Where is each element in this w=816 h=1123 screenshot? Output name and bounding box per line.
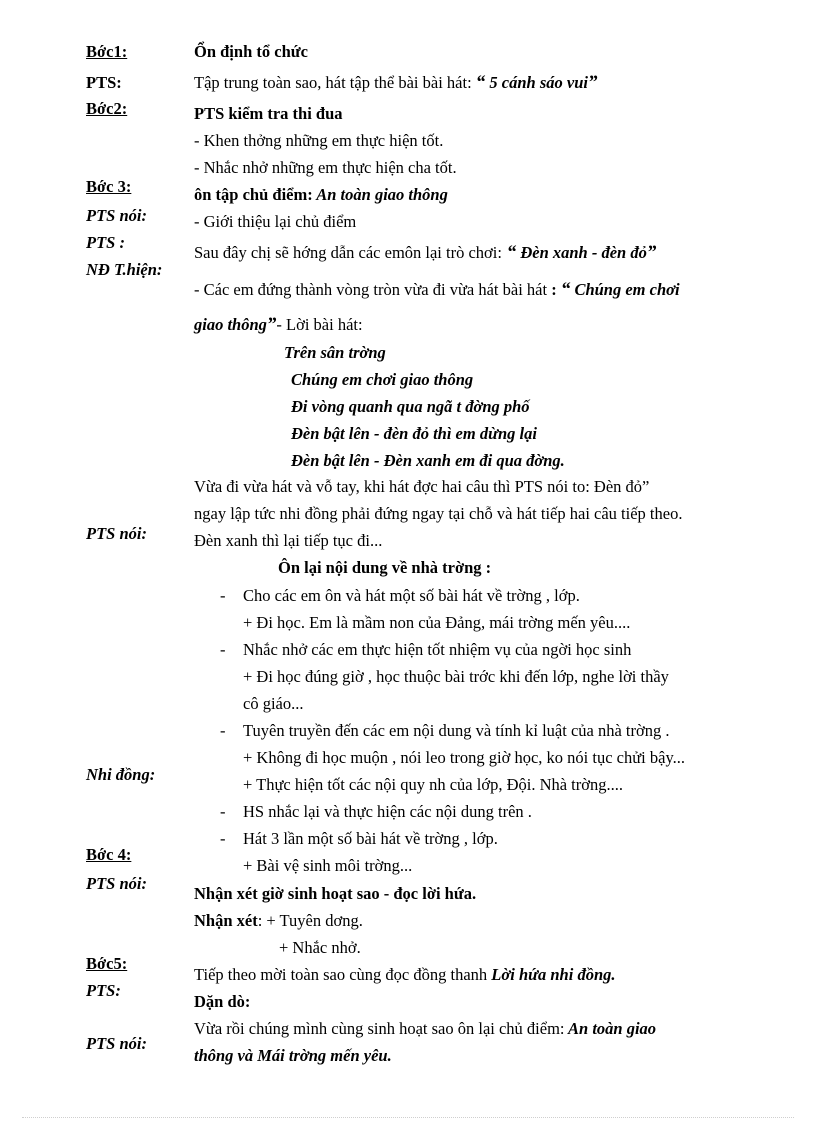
bullet-dash: - [220, 802, 226, 821]
label-pts-noi: PTS nói: [86, 206, 147, 225]
step1-title: Ổn định tổ chức [194, 42, 308, 61]
list-subitem: cô giáo... [243, 694, 304, 713]
review-heading: Ôn lại nội dung về nhà trờng : [278, 558, 492, 577]
next-text: Tiếp theo mời toàn sao cùng đọc đồng thanh [194, 965, 488, 984]
step3-topic: An toàn giao thông [312, 185, 448, 204]
comments-praise: : + Tuyên dơng. [257, 911, 363, 930]
step5-dando: Dặn dò: [194, 992, 251, 1011]
colon: : [547, 280, 561, 299]
open-quote: “ [501, 242, 517, 263]
step1-text: Tập trung toàn sao, hát tập thể bài bài hát: [194, 73, 472, 92]
step3-circle-line [194, 280, 680, 300]
step1-line [194, 73, 597, 93]
lyric-line: Đi vòng quanh qua ngã t đờng phố [291, 397, 530, 416]
list-item: Cho các em ôn và hát một số bài hát về trờng , lớp. [243, 586, 580, 605]
song-title: 5 cánh sáo vui [485, 73, 588, 92]
song-title: Chúng em chơi [570, 280, 680, 299]
list-item: Nhắc nhở các em thực hiện tốt nhiệm vụ của ngời học sinh [243, 640, 632, 659]
rules-line: Đèn xanh thì lại tiếp tục đi... [194, 531, 383, 550]
page-bottom-rule [22, 1117, 794, 1118]
rules-line: ngay lập tức nhi đồng phải đứng ngay tại chỗ và hát tiếp hai câu tiếp theo. [194, 504, 683, 523]
list-subitem: + Đi học. Em là mầm non của Đảng, mái trờng mến yêu.... [243, 613, 631, 632]
close-quote: ” [646, 242, 657, 263]
comments-reminder: + Nhắc nhở. [279, 938, 361, 957]
step2-title: PTS kiểm tra thi đua [194, 104, 343, 123]
step3-title-label: ôn tập chủ điểm: [194, 185, 313, 204]
label-step2: Bớc2: [86, 99, 128, 118]
list-item: Tuyên truyền đến các em nội dung và tính kỉ luật của nhà trờng . [243, 721, 670, 740]
step5-next [194, 965, 616, 985]
label-pts: PTS : [86, 233, 125, 252]
bullet-dash: - [220, 586, 226, 605]
label-pts: PTS: [86, 981, 121, 1000]
song-title: giao thông [194, 315, 267, 334]
list-subitem: + Đi học đúng giờ , học thuộc bài trớc khi đến lớp, nghe lời thầy [243, 667, 669, 686]
step2-line: - Khen thởng những em thực hiện tốt. [194, 131, 444, 150]
list-item: Hát 3 lần một số bài hát về trờng , lớp. [243, 829, 498, 848]
step4-title: Nhận xét giờ sinh hoạt sao - đọc lời hứa. [194, 884, 477, 903]
step4-comments [194, 911, 363, 931]
comments-label: Nhận xét [194, 911, 258, 930]
label-nd-thuc-hien: NĐ T.hiện: [86, 260, 163, 279]
step2-line: - Nhắc nhở những em thực hiện cha tốt. [194, 158, 457, 177]
label-step1: Bớc1: [86, 42, 128, 61]
label-step4: Bớc 4: [86, 845, 132, 864]
close-quote: ” [587, 72, 598, 93]
rules-line: Vừa đi vừa hát và vỗ tay, khi hát đợc hai câu thì PTS nói to: Đèn đỏ” [194, 477, 650, 496]
closing-text: Vừa rồi chúng mình cùng sinh hoạt sao ôn lại chủ điểm: [194, 1019, 565, 1038]
step5-closing [194, 1019, 656, 1039]
step5-closing-2: thông và Mái trờng mến yêu. [194, 1046, 392, 1065]
bullet-dash: - [220, 640, 226, 659]
label-pts-noi: PTS nói: [86, 524, 147, 543]
close-quote: ” [266, 314, 277, 335]
label-step5: Bớc5: [86, 954, 128, 973]
lyric-line: Đèn bật lên - đèn đỏ thì em dừng lại [291, 424, 537, 443]
list-subitem: + Thực hiện tốt các nội quy nh của lớp, Đội. Nhà trờng.... [243, 775, 623, 794]
list-item: HS nhắc lại và thực hiện các nội dung trên . [243, 802, 532, 821]
open-quote: “ [475, 72, 486, 93]
label-nhi-dong: Nhi đồng: [86, 765, 156, 784]
label-pts-noi: PTS nói: [86, 1034, 147, 1053]
label-pts-noi: PTS nói: [86, 874, 147, 893]
bullet-dash: - [220, 721, 226, 740]
step3-intro: - Giới thiệu lại chủ điểm [194, 212, 357, 231]
lyric-line: Chúng em chơi giao thông [291, 370, 474, 389]
lyrics-intro: - Lời bài hát: [276, 315, 363, 334]
list-subitem: + Không đi học muộn , nói leo trong giờ học, ko nói tục chửi bậy... [243, 748, 686, 767]
pledge-title: Lời hứa nhi đồng. [487, 965, 616, 984]
circle-text: - Các em đứng thành vòng tròn vừa đi vừa hát bài hát [194, 280, 548, 299]
open-quote: “ [560, 279, 571, 300]
bullet-dash: - [220, 829, 226, 848]
step3-circle-line-2 [194, 315, 363, 335]
step3-title [194, 185, 448, 205]
list-subitem: + Bài vệ sinh môi trờng... [243, 856, 413, 875]
guide-text: Sau đây chị sẽ hớng dẫn các emôn lại trò chơi: [194, 243, 502, 262]
game-title: Đèn xanh - đèn đỏ [516, 243, 647, 262]
label-pts: PTS: [86, 73, 122, 92]
label-step3: Bớc 3: [86, 177, 132, 196]
step3-guide [194, 243, 656, 263]
lyric-line: Đèn bật lên - Đèn xanh em đi qua đờng. [291, 451, 565, 470]
closing-topic: An toàn giao [564, 1019, 657, 1038]
lyric-line: Trên sân trờng [284, 343, 386, 362]
